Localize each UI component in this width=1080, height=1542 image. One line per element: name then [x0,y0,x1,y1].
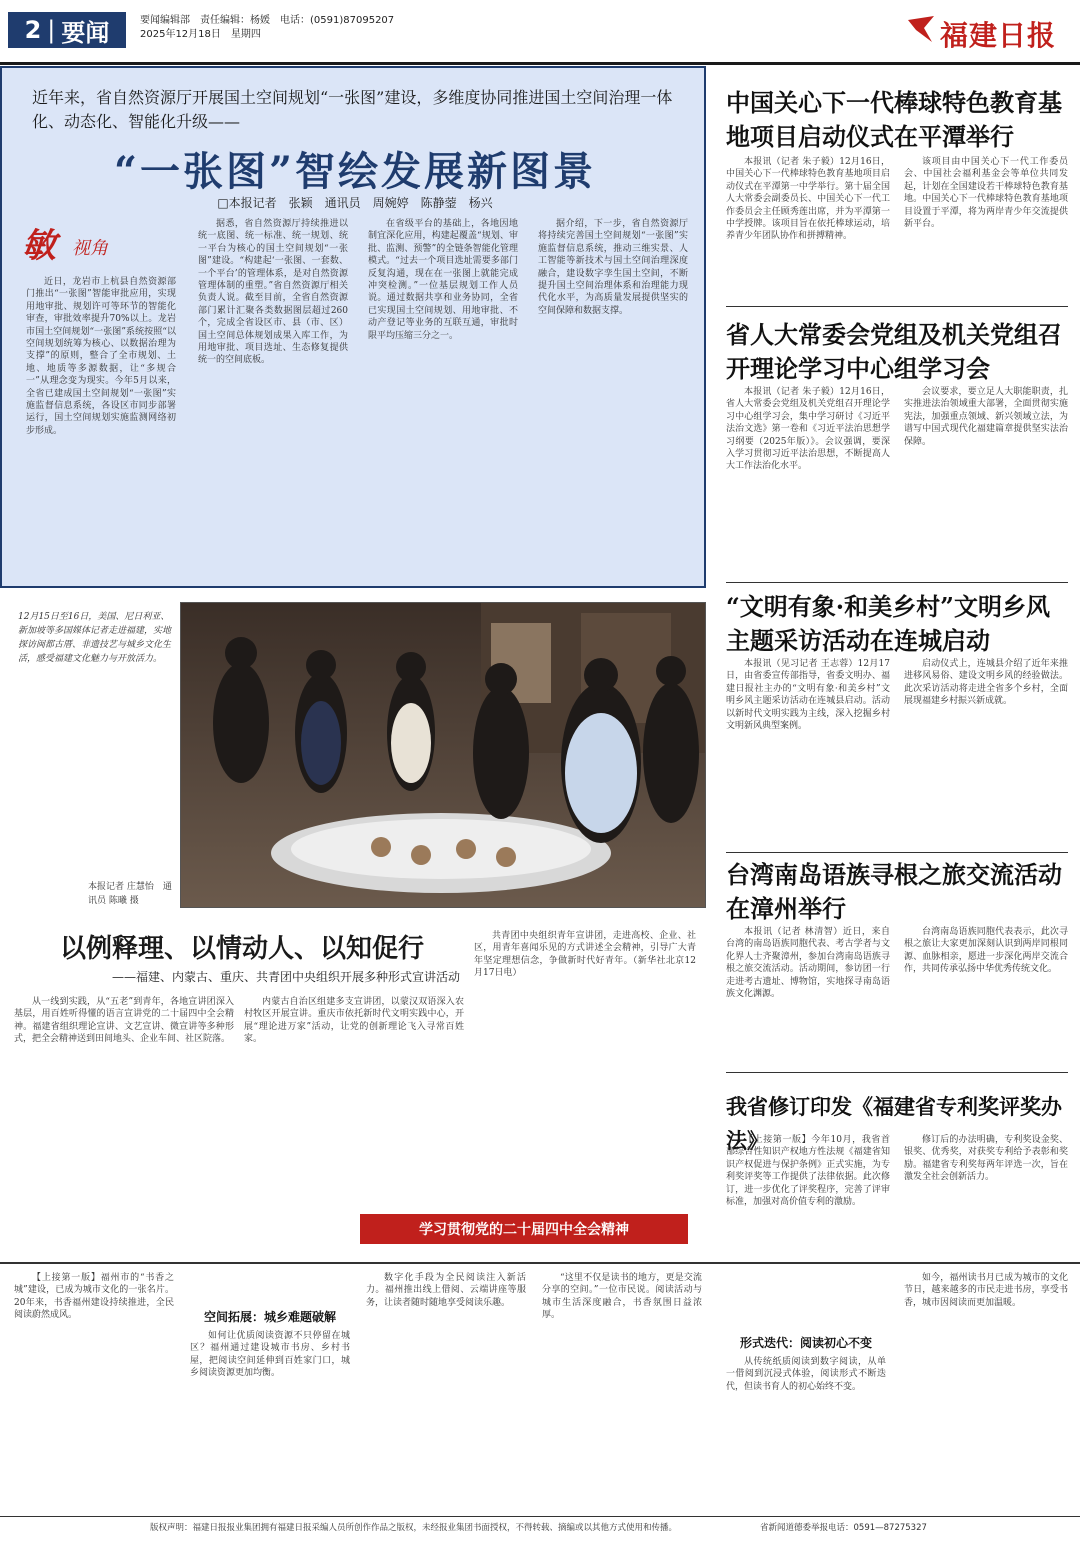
photo-caption: 12月15日至16日，美国、尼日利亚、新加坡等多国媒体记者走进福建，实地探访闽都古厝、非遗技艺与城乡文化生活，感受福建文化魅力与开放活力。 [18,612,172,664]
page-number-badge: 2 | 要闻 [8,12,126,48]
bottom-col2: 如何让优质阅读资源不只停留在城区？福州通过建设城市书房、乡村书屋，把阅读空间延伸到百姓家门口，城乡阅读资源更加均衡。 [190,1331,350,1379]
right-article-1-title: 中国关心下一代棒球特色教育基地项目启动仪式在平潭举行 [726,88,1062,151]
page-footer [0,1516,1080,1537]
right-article-1-col2: 该项目由中国关心下一代工作委员会、中国社会福利基金会等单位共同发起，计划在全国建设若干棒球特色教育基地。中国关心下一代棒球特色教育基地项目设置于平潭，将为两岸青少年交流提供新平台。 [904,157,1068,230]
newspaper-logo [906,8,1066,52]
bottom-col3: 数字化手段为全民阅读注入新活力。福州推出线上借阅、云端讲座等服务，让读者随时随地享受阅读乐趣。 [366,1273,526,1308]
divider [726,1072,1068,1073]
news-photo [180,602,706,908]
right-article-4-col2: 台湾南岛语族同胞代表表示，此次寻根之旅让大家更加深刻认识到两岸同根同源、血脉相亲，愿进一步深化两岸交流合作，共同传承弘扬中华优秀传统文化。 [904,927,1068,975]
right-article-2-col2: 会议要求，要立足人大职能职责，扎实推进法治领域重大部署，全面贯彻实施宪法，加强重点领域、新兴领域立法，为谱写中国式现代化福建篇章提供坚实法治保障。 [904,387,1068,447]
right-article-5-col1: 【上接第一版】今年10月，我省首部综合性知识产权地方性法规《福建省知识产权促进与保护条例》正式实施，为专利奖评奖等工作提供了法律依据。此次修订，进一步优化了评奖程序，完善了评审标准，加强对高价值专利的激励。 [726,1135,890,1208]
bottom-subhead-1: 空间拓展：城乡难题破解 [203,1310,336,1324]
right-article-2-title: 省人大常委会党组及机关党组召开理论学习中心组学习会 [726,320,1062,383]
lead-article-panel [0,66,706,588]
section-name: 要闻 [61,18,110,47]
photo-credit: 本报记者 庄慧怡 通讯员 陈曦 摄 [88,882,172,906]
logo-text: 福建日报 [940,19,1057,52]
lead-byline: □本报记者 张颖 通讯员 周婉婷 陈静蓥 杨兴 [217,196,493,210]
report-hotline: 省新闻道德委举报电话：0591—87275327 [760,1523,927,1533]
section3-subtitle: ——福建、内蒙古、重庆、共青团中央组织开展多种形式宣讲活动 [112,970,461,984]
lead-column-4: 据介绍，下一步，省自然资源厅将持续完善国土空间规划“一张图”实施监督信息系统，推动三维实景、人工智能等新技术与国土空间治理深度融合，建设数字孪生国土空间，不断提升国土空间治理体系和治理能力现代化水平，为高质量发展提供坚实的空间保障和数据支撑。 [538,219,688,316]
right-article-3-col1: 本报讯（见习记者 王志蓉）12月17日，由省委宣传部指导，省委文明办、福建日报社主办的“文明有象·和美乡村”文明乡风主题采访活动在连城县启动。活动以新时代文明实践为主线，深入挖掘乡村文明新风典型案例。 [726,659,890,732]
bottom-subhead-2: 形式迭代：阅读初心不变 [739,1336,872,1350]
page-number: 2 [24,16,42,44]
lead-column-2: 据悉，省自然资源厅持续推进以统一底图、统一标准、统一规划、统一平台为核心的国土空间规划“一张图”建设。“构建起‘一张图、一套数、一个平台’的管理体系，是对自然资源管理体制的重塑。”省自然资源厅相关负责人说。截至目前，全省自然资源部门累计汇聚各类数据图层超过260个，完成全省设区市、县（市、区）国土空间总体规划成果入库工作，为用地审批、项目选址、生态修复提供统一的空间底板。 [198,219,348,366]
editor-line: 要闻编辑部 责任编辑：杨媛 电话：(0591)87095207 [140,15,395,26]
copyright-notice: 版权声明：福建日报报业集团拥有福建日报采编人员所创作作品之版权，未经报业集团书面授权，不得转载、摘编或以其他方式使用和传播。 [150,1523,678,1533]
section3-title: 以例释理、以情动人、以知促行 [60,934,425,964]
bottom-col4: “这里不仅是读书的地方，更是交流分享的空间。”一位市民说。阅读活动与城市生活深度融合，书香氛围日益浓厚。 [542,1273,702,1321]
section3-col2: 内蒙古自治区组建多支宣讲团，以蒙汉双语深入农村牧区开展宣讲。重庆市依托新时代文明实践中心，开展“理论进万家”活动，让党的创新理论飞入寻常百姓家。 [244,997,464,1045]
bottom-col5: 从传统纸质阅读到数字阅读，从单一借阅到沉浸式体验，阅读形式不断迭代，但读书育人的初心始终不变。 [726,1357,886,1392]
column-badge-big: 敏 [22,226,56,266]
column-badge [22,220,132,264]
lead-title: “一张图”智绘发展新图景 [113,148,596,195]
right-article-4-title: 台湾南岛语族寻根之旅交流活动在漳州举行 [726,860,1062,923]
lead-column-3: 在省级平台的基础上，各地因地制宜深化应用，构建起覆盖“规划、审批、监测、预警”的全链条智能化管理模式。“过去一个项目选址需要多部门反复沟通，现在在一张图上就能完成冲突检测。”一位基层规划工作人员说。通过数据共享和业务协同，全省已实现国土空间规划、用地审批、不动产登记等业务的互联互通，审批时限平均压缩三分之一。 [368,219,518,341]
right-article-5-col2: 修订后的办法明确，专利奖设金奖、银奖、优秀奖，对获奖专利给予表彰和奖励。福建省专利奖每两年评选一次，旨在激发全社会创新活力。 [904,1135,1068,1183]
page-header [0,0,1080,65]
lead-column-1: 近日，龙岩市上杭县自然资源部门推出“一张图”智能审批应用，实现用地审批、规划许可等环节的智能化审查，审批效率提升70%以上。龙岩市国土空间规划“一张图”系统按照“以空间规划统筹为核心、以数据治理为支撑”的原则，整合了全市规划、土地、地质等多源数据，让“多规合一”从理念变为现实。今年5月以来，全省已建成国土空间规划“一张图”实施监督信息系统，各设区市同步部署运行，国土空间规划实施监测网络初步形成。 [26,277,176,436]
bottom-col6: 如今，福州读书月已成为城市的文化节日，越来越多的市民走进书房，享受书香，城市因阅读而更加温暖。 [904,1273,1068,1308]
section3-banner: 学习贯彻党的二十届四中全会精神 [360,1214,688,1244]
logo-flag-icon [906,14,936,44]
divider [0,1262,1080,1264]
right-article-4-col1: 本报讯（记者 林清智）近日，来自台湾的南岛语族同胞代表、考古学者与文化界人士齐聚漳州，参加台湾南岛语族寻根之旅交流活动。活动期间，参访团一行走进考古遗址、博物馆，实地探寻南岛语族文化渊源。 [726,927,890,1000]
news-photo-image [181,603,705,907]
section3-col1: 从一线到实践，从“五老”到青年，各地宣讲团深入基层，用百姓听得懂的语言宣讲党的二十届四中全会精神。福建省组织理论宣讲、文艺宣讲、微宣讲等多种形式，把全会精神送到田间地头、企业车间、社区院落。 [14,997,234,1045]
right-article-2-col1: 本报讯（记者 朱子毅）12月16日，省人大常委会党组及机关党组召开理论学习中心组学习会，集中学习研讨《习近平法治文选》第一卷和《习近平法治思想学习纲要（2025年版）》。会议强调，要深入学习贯彻习近平法治思想，不断提高人大工作法治化水平。 [726,387,890,472]
bottom-col1: 【上接第一版】福州市的“书香之城”建设，已成为城市文化的一张名片。20年来，书香福州建设持续推进，全民阅读蔚然成风。 [14,1273,174,1321]
lead-deck: 近年来，省自然资源厅开展国土空间规划“一张图”建设，多维度协同推进国土空间治理一体化、动态化、智能化升级—— [32,88,673,131]
divider [726,306,1068,307]
editor-info [140,14,394,42]
column-badge-small: 视角 [72,238,108,259]
right-article-1-col1: 本报讯（记者 朱子毅）12月16日，中国关心下一代棒球特色教育基地项目启动仪式在平潭第一中学举行。第十届全国人大常委会副委员长、中国关心下一代工作委员会主任顾秀莲出席，并为平潭第一中学授牌。该项目旨在依托棒球运动，培养青少年团队协作和拼搏精神。 [726,157,890,242]
divider [726,852,1068,853]
date-line: 2025年12月18日 星期四 [140,29,261,40]
right-article-5-title: 我省修订印发《福建省专利奖评奖办法》 [726,1094,1062,1153]
divider [726,582,1068,583]
right-article-3-title: “文明有象·和美乡村”文明乡风主题采访活动在连城启动 [726,592,1050,655]
section3-col3: 共青团中央组织青年宣讲团，走进高校、企业、社区，用青年喜闻乐见的方式讲述全会精神，引导广大青年坚定理想信念，争做新时代好青年。（新华社北京12月17日电） [474,931,696,979]
right-article-3-col2: 启动仪式上，连城县介绍了近年来推进移风易俗、建设文明乡风的经验做法。此次采访活动将走进全省多个乡村，全面展现福建乡村振兴新成就。 [904,659,1068,707]
